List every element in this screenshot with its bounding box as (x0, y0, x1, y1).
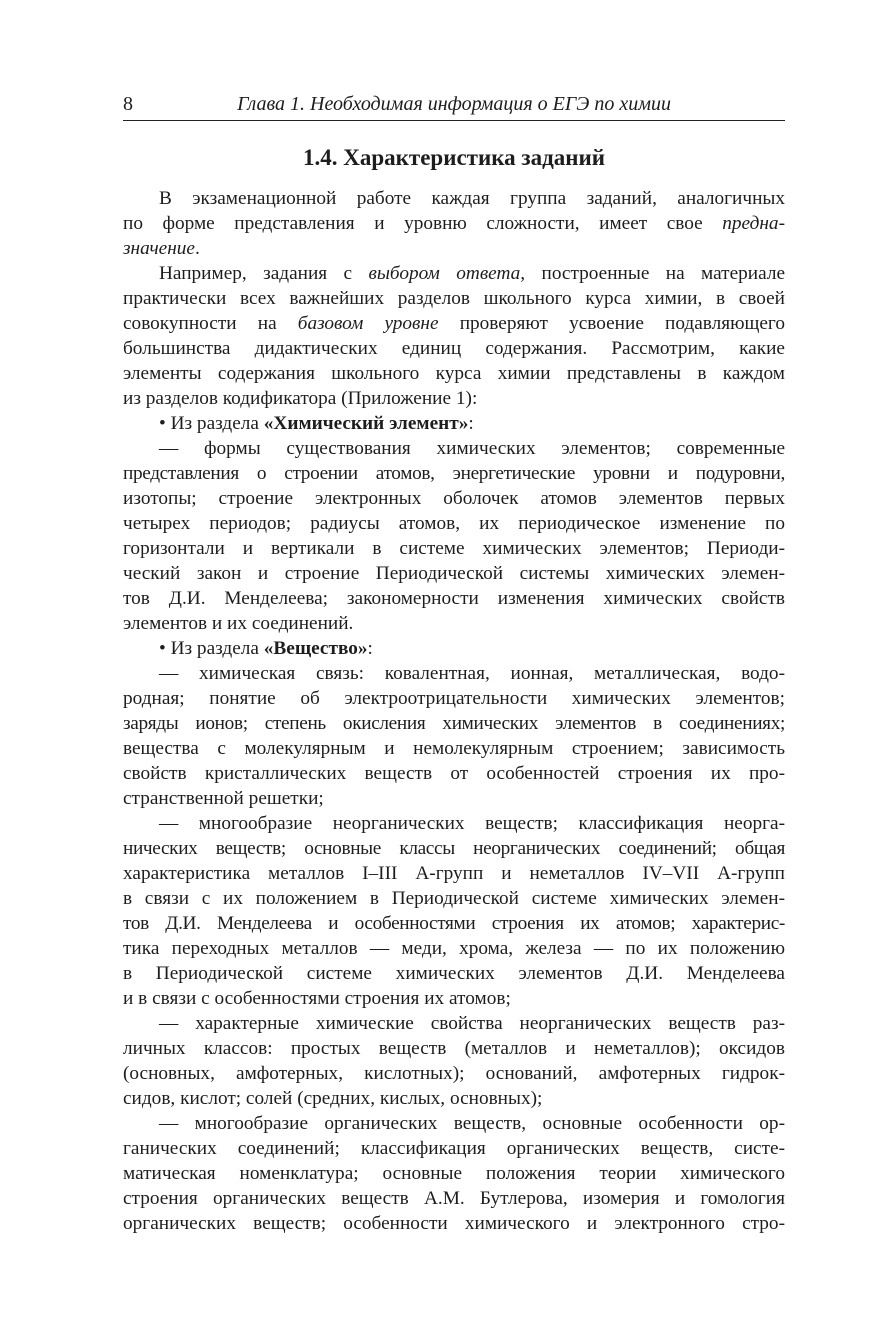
text-line (123, 911, 785, 936)
text-segment: четырех периодов; радиусы атомов, их периодическое изменение по (123, 513, 785, 534)
text-segment: — многообразие неорганических веществ; классификация неорга- (159, 813, 785, 834)
text-line (123, 1086, 785, 1111)
text-segment: сидов, кислот; солей (средних, кислых, основных); (123, 1088, 543, 1109)
text-line (123, 811, 785, 836)
text-line (123, 1011, 785, 1036)
text-segment: : (468, 413, 474, 434)
text-segment: построенные на материале (525, 263, 786, 284)
text-line (123, 261, 785, 286)
text-line (123, 486, 785, 511)
text-segment: строения органических веществ А.М. Бутлерова, изомерия и гомология (123, 1188, 785, 1209)
text-segment: (основных, амфотерных, кислотных); оснований, амфотерных гидрок- (123, 1063, 785, 1084)
text-line (123, 1111, 785, 1136)
text-segment: тов Д.И. Менделеева и особенностями строения их атомов; характерис- (123, 913, 785, 934)
text-segment: по форме представления и уровню сложности, имеет свое (123, 213, 723, 234)
text-segment: родная; понятие об электроотрицательности химических элементов; (123, 688, 785, 709)
text-line (123, 436, 785, 461)
text-segment: элементов и их соединений. (123, 613, 354, 634)
body-text (123, 186, 785, 1236)
text-segment: — химическая связь: ковалентная, ионная, металлическая, водо- (159, 663, 785, 684)
text-segment: тика переходных металлов — меди, хрома, железа — по их положению (123, 938, 785, 959)
text-line (123, 836, 785, 861)
text-segment: — формы существования химических элементов; современные (159, 438, 785, 459)
running-head (123, 88, 785, 121)
text-line (123, 411, 785, 436)
italic-term: значение (123, 238, 195, 259)
text-line (123, 186, 785, 211)
text-line (123, 1036, 785, 1061)
text-segment: • Из раздела (159, 638, 264, 659)
italic-term: выбором ответа, (368, 263, 526, 284)
text-segment: ческий закон и строение Периодической системы химических элемен- (123, 563, 785, 584)
text-line (123, 461, 785, 486)
text-line (123, 761, 785, 786)
text-segment: характеристика металлов I–III А-групп и неметаллов IV–VII А-групп (123, 863, 785, 884)
text-segment: — многообразие органических веществ, основные особенности ор- (159, 1113, 785, 1134)
text-line (123, 936, 785, 961)
text-segment: Например, задания с (159, 263, 369, 284)
text-line (123, 986, 785, 1011)
text-line (123, 736, 785, 761)
text-line (123, 361, 785, 386)
text-segment: совокупности на (123, 313, 298, 334)
text-segment: проверяют усвоение подавляющего (438, 313, 785, 334)
bold-term: «Химический элемент» (263, 413, 469, 434)
text-line (123, 786, 785, 811)
text-line (123, 386, 785, 411)
text-segment: : (367, 638, 373, 659)
text-segment: матическая номенклатура; основные положения теории химического (123, 1163, 785, 1184)
text-segment: представления о строении атомов, энергетические уровни и подуровни, (123, 463, 785, 484)
text-line (123, 661, 785, 686)
text-segment: в связи с их положением в Периодической системе химических элемен- (123, 888, 785, 909)
text-line (123, 861, 785, 886)
text-segment: странственной решетки; (123, 788, 324, 809)
bold-term: «Вещество» (263, 638, 368, 659)
text-segment: . (195, 238, 200, 259)
text-line (123, 886, 785, 911)
section-title: 1.4. Характеристика заданий (303, 145, 605, 170)
text-line (123, 1161, 785, 1186)
text-segment: нических веществ; основные классы неорганических соединений; общая (123, 838, 785, 859)
text-segment: из разделов кодификатора (Приложение 1): (123, 388, 478, 409)
text-segment: изотопы; строение электронных оболочек атомов элементов первых (123, 488, 785, 509)
text-line (123, 1061, 785, 1086)
text-line (123, 536, 785, 561)
text-segment: тов Д.И. Менделеева; закономерности изменения химических свойств (123, 588, 785, 609)
text-segment: и в связи с особенностями строения их атомов; (123, 988, 511, 1009)
text-segment: горизонтали и вертикали в системе химических элементов; Периоди- (123, 538, 785, 559)
text-segment: ганических соединений; классификация органических веществ, систе- (123, 1138, 785, 1159)
text-line (123, 211, 785, 236)
text-line (123, 1211, 785, 1236)
text-segment: органических веществ; особенности химического и электронного стро- (123, 1213, 785, 1234)
text-line (123, 236, 785, 261)
text-segment: заряды ионов; степень окисления химических элементов в соединениях; (123, 713, 785, 734)
text-segment: В экзаменационной работе каждая группа заданий, аналогичных (159, 188, 785, 209)
text-line (123, 286, 785, 311)
text-segment: — характерные химические свойства неорганических веществ раз- (159, 1013, 785, 1034)
italic-term: предна- (722, 213, 785, 234)
text-line (123, 1136, 785, 1161)
text-line (123, 511, 785, 536)
text-segment: вещества с молекулярным и немолекулярным строением; зависимость (123, 738, 785, 759)
text-segment: практически всех важнейших разделов школьного курса химии, в своей (123, 288, 785, 309)
text-line (123, 686, 785, 711)
text-line (123, 611, 785, 636)
text-line (123, 1186, 785, 1211)
text-line (123, 561, 785, 586)
text-segment: в Периодической системе химических элементов Д.И. Менделеева (123, 963, 785, 984)
text-line (123, 961, 785, 986)
text-segment: элементы содержания школьного курса химии представлены в каждом (123, 363, 785, 384)
text-segment: большинства дидактических единиц содержания. Рассмотрим, какие (123, 338, 785, 359)
text-segment: личных классов: простых веществ (металлов и неметаллов); оксидов (123, 1038, 785, 1059)
text-line (123, 586, 785, 611)
italic-term: базовом уровне (297, 313, 439, 334)
text-line (123, 311, 785, 336)
text-segment: свойств кристаллических веществ от особенностей строения их про- (123, 763, 785, 784)
page-number: 8 (123, 93, 133, 115)
text-segment: • Из раздела (159, 413, 264, 434)
chapter-title: Глава 1. Необходимая информация о ЕГЭ по химии (237, 93, 671, 115)
text-line (123, 636, 785, 661)
text-line (123, 336, 785, 361)
text-line (123, 711, 785, 736)
